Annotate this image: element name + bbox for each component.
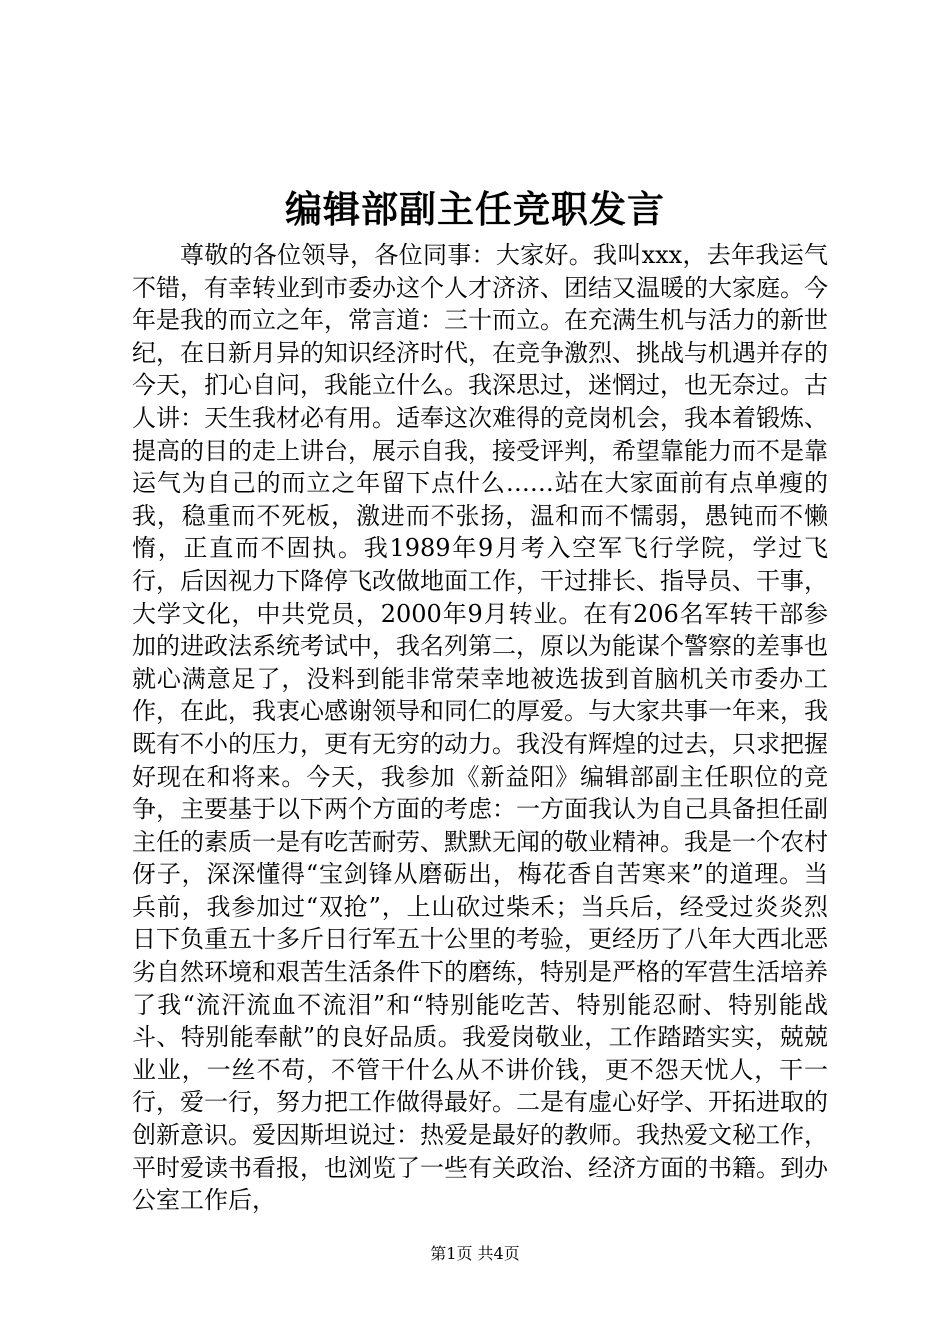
document-title: 编辑部副主任竞职发言 — [285, 187, 665, 231]
document-body-paragraph: 尊敬的各位领导，各位同事：大家好。我叫xxx，去年我运气不错，有幸转业到市委办这个人才济济、团结又温暖的大家庭。今年是我的而立之年，常言道：三十而立。在充满生机与活力的新世纪，在日新月异的知识经济时代，在竞争激烈、挑战与机遇并存的今天，扪心自问，我能立什么。我深思过，迷惘过，也无奈过。古人讲：天生我材必有用。适奉这次难得的竞岗机会，我本着锻炼、提高的目的走上讲台，展示自我，接受评判，希望靠能力而不是靠运气为自己的而立之年留下点什么……站在大家面前有点单瘦的我，稳重而不死板，激进而不张扬，温和而不懦弱，愚钝而不懒惰，正直而不固执。我1989年9月考入空军飞行学院，学过飞行，后因视力下降停飞改做地面工作，干过排长、指导员、干事，大学文化，中共党员，2000年9月转业。在有206名军转干部参加的进政法系统考试中，我名列第二，原以为能谋个警察的差事也就心满意足了，没料到能非常荣幸地被选拔到首脑机关市委办工作，在此，我衷心感谢领导和同仁的厚爱。与大家共事一年来，我既有不小的压力，更有无穷的动力。我没有辉煌的过去，只求把握好现在和将来。今天，我参加《新益阳》编辑部副主任职位的竞争，主要基于以下两个方面的考虑：一方面我认为自己具备担任副主任的素质一是有吃苦耐劳、默默无闻的敬业精神。我是一个农村伢子，深深懂得“宝剑锋从磨砺出，梅花香自苦寒来”的道理。当兵前，我参加过“双抢”，上山砍过柴禾；当兵后，经受过炎炎烈日下负重五十多斤日行军五十公里的考验，更经历了八年大西北恶劣自然环境和艰苦生活条件下的磨练，特别是严格的军营生活培养了我“流汗流血不流泪”和“特别能吃苦、特别能忍耐、特别能战斗、特别能奉献”的良好品质。我爱岗敬业，工作踏踏实实，兢兢业业，一丝不苟，不管干什么从不讲价钱，更不怨天忧人，干一行，爱一行，努力把工作做得最好。二是有虚心好学、开拓进取的创新意识。爱因斯坦说过：热爱是最好的教师。我热爱文秘工作，平时爱读书看报，也浏览了一些有关政治、经济方面的书籍。到办公室工作后， — [132, 241, 828, 1215]
page-number-footer: 第1页 共4页 — [430, 1244, 520, 1263]
